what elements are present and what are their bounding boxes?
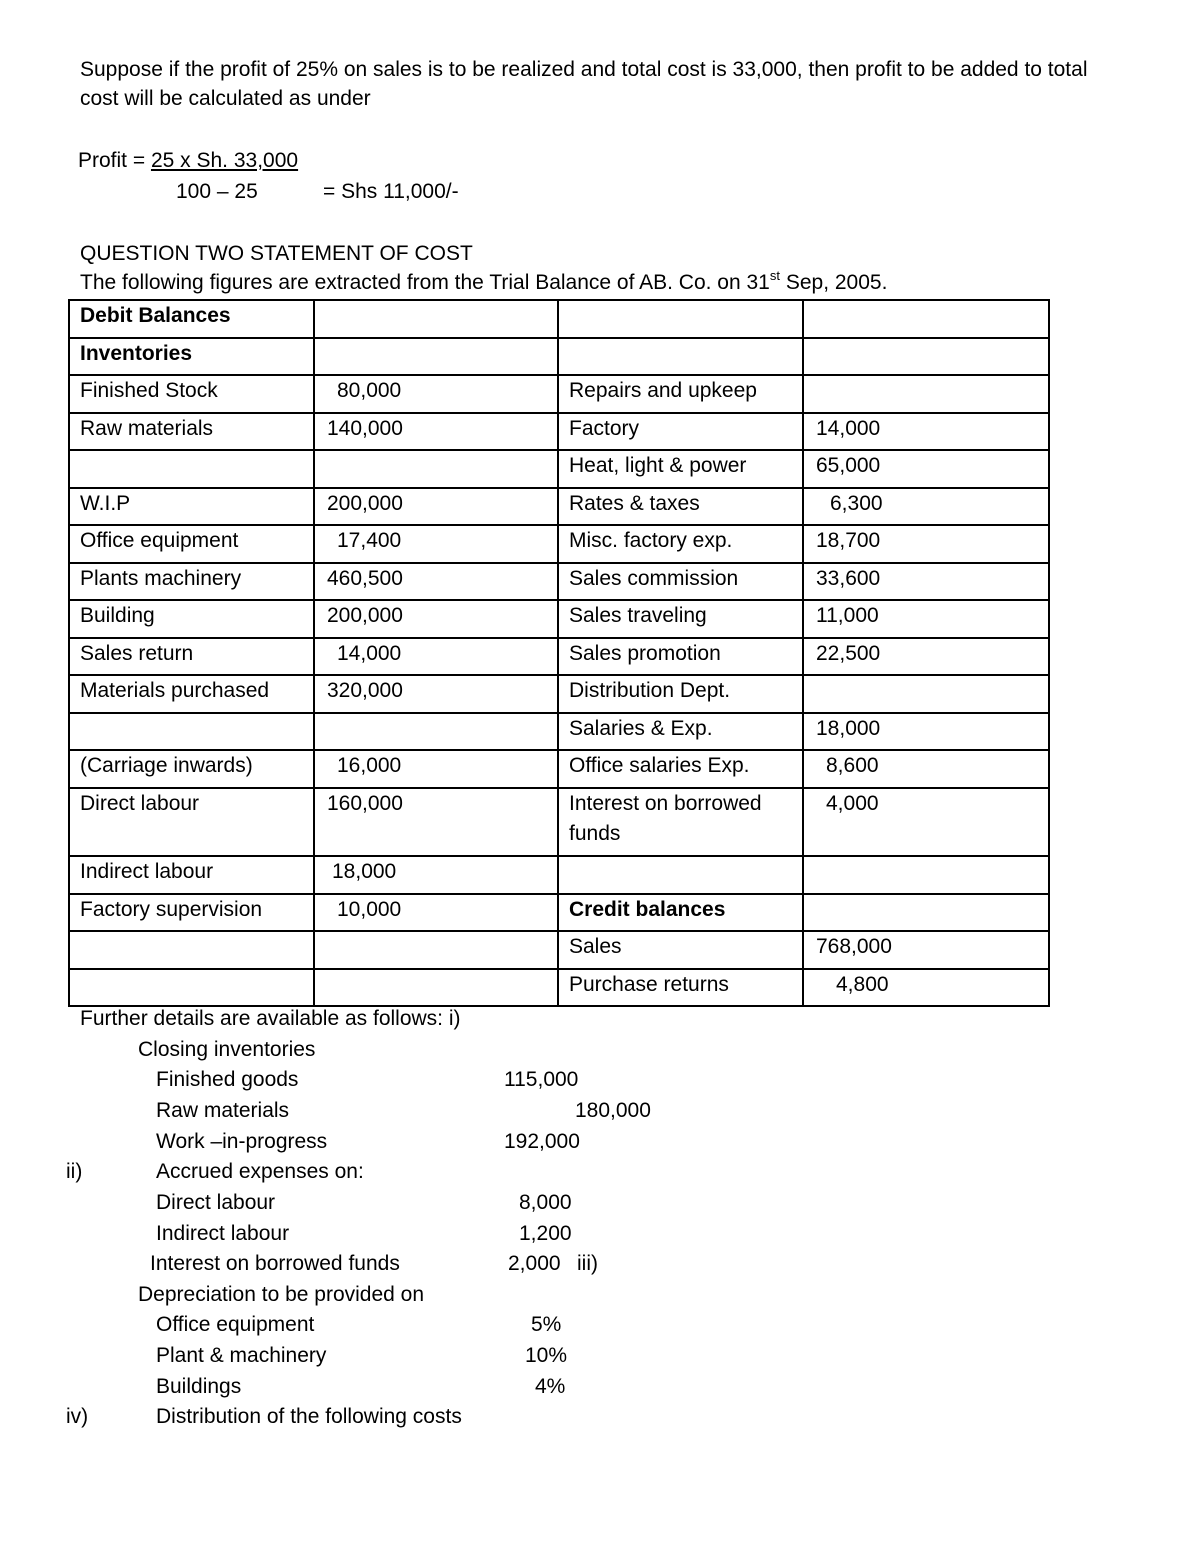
table-cell: Direct labour: [69, 788, 314, 856]
table-row: [69, 525, 1049, 563]
table-cell: (Carriage inwards): [69, 750, 314, 788]
table-cell: Materials purchased: [69, 675, 314, 713]
table-cell: Interest on borrowed funds: [558, 788, 803, 856]
table-row: [69, 675, 1049, 713]
table-cell: 4,800: [803, 969, 1049, 1006]
wip-value: 192,000: [504, 1130, 580, 1153]
table-cell: Sales traveling: [558, 600, 803, 638]
table-cell: 16,000: [314, 750, 558, 788]
table-cell: [314, 931, 558, 969]
table-cell: Finished Stock: [69, 375, 314, 413]
raw-materials-value: 180,000: [575, 1099, 651, 1122]
table-cell: 768,000: [803, 931, 1049, 969]
table-cell: Heat, light & power: [558, 450, 803, 488]
table-row: [69, 300, 1049, 338]
table-cell: Plants machinery: [69, 563, 314, 600]
profit-denominator: 100 – 25: [176, 180, 258, 203]
item-marker-iii: iii): [577, 1252, 598, 1275]
profit-formula-numerator-line: [78, 146, 298, 176]
table-cell: [314, 300, 558, 338]
table-cell: 65,000: [803, 450, 1049, 488]
table-cell: Distribution Dept.: [558, 675, 803, 713]
trial-balance-table: [68, 299, 1050, 1007]
table-cell: 8,600: [803, 750, 1049, 788]
table-cell: 10,000: [314, 894, 558, 931]
question-title: QUESTION TWO STATEMENT OF COST: [80, 242, 473, 265]
table-cell: Sales promotion: [558, 638, 803, 675]
wip-label: Work –in-progress: [156, 1130, 328, 1153]
distribution-heading: Distribution of the following costs: [156, 1405, 462, 1428]
question-intro-superscript: st: [769, 268, 780, 283]
profit-numerator: 25 x Sh. 33,000: [150, 149, 299, 172]
table-cell: [558, 856, 803, 894]
table-cell: [69, 969, 314, 1006]
buildings-label: Buildings: [156, 1375, 242, 1398]
table-cell: Purchase returns: [558, 969, 803, 1006]
buildings-value: 4%: [535, 1375, 566, 1398]
question-intro: [80, 268, 887, 298]
raw-materials-label: Raw materials: [156, 1099, 290, 1122]
office-equipment-label: Office equipment: [156, 1313, 315, 1336]
table-cell: 17,400: [314, 525, 558, 563]
table-cell: Repairs and upkeep: [558, 375, 803, 413]
table-cell: [314, 338, 558, 375]
table-cell: 33,600: [803, 563, 1049, 600]
profit-label: Profit =: [78, 149, 151, 172]
table-cell: [558, 338, 803, 375]
table-cell: 200,000: [314, 488, 558, 525]
table-cell: [803, 300, 1049, 338]
closing-inventories-heading: Closing inventories: [138, 1038, 316, 1061]
table-cell: 14,000: [314, 638, 558, 675]
question-intro-end: Sep, 2005.: [780, 271, 888, 294]
table-row: [69, 931, 1049, 969]
table-cell: Sales return: [69, 638, 314, 675]
indirect-labour-value: 1,200: [519, 1222, 572, 1245]
table-cell: 22,500: [803, 638, 1049, 675]
item-marker-iv: iv): [66, 1405, 89, 1428]
table-cell: [314, 450, 558, 488]
finished-goods-label: Finished goods: [156, 1068, 299, 1091]
indirect-labour-label: Indirect labour: [156, 1222, 290, 1245]
accrued-heading: Accrued expenses on:: [156, 1160, 364, 1183]
table-cell: [803, 894, 1049, 931]
intro-line-1: Suppose if the profit of 25% on sales is to be realized and total cost is 33,000, then profit to be added to total: [80, 58, 1088, 81]
table-cell: 6,300: [803, 488, 1049, 525]
table-cell: [803, 856, 1049, 894]
table-cell: [803, 338, 1049, 375]
table-cell: [314, 969, 558, 1006]
finished-goods-value: 115,000: [504, 1068, 579, 1091]
table-cell: [69, 450, 314, 488]
table-cell: W.I.P: [69, 488, 314, 525]
table-cell: 200,000: [314, 600, 558, 638]
table-row: [69, 600, 1049, 638]
plant-machinery-label: Plant & machinery: [156, 1344, 327, 1367]
table-cell: 140,000: [314, 413, 558, 450]
table-cell: Misc. factory exp.: [558, 525, 803, 563]
plant-machinery-value: 10%: [525, 1344, 568, 1367]
profit-result: = Shs 11,000/-: [323, 180, 459, 203]
table-cell: [558, 300, 803, 338]
item-marker-ii: ii): [66, 1160, 83, 1183]
table-cell: Salaries & Exp.: [558, 713, 803, 750]
depreciation-heading: Depreciation to be provided on: [138, 1283, 425, 1306]
table-row: [69, 563, 1049, 600]
table-cell: 18,000: [803, 713, 1049, 750]
table-cell: Office equipment: [69, 525, 314, 563]
office-equipment-value: 5%: [531, 1313, 562, 1336]
table-cell: Sales: [558, 931, 803, 969]
table-cell: Office salaries Exp.: [558, 750, 803, 788]
table-row: [69, 375, 1049, 413]
table-cell: Sales commission: [558, 563, 803, 600]
table-cell: Factory: [558, 413, 803, 450]
table-cell: [69, 713, 314, 750]
table-cell: Inventories: [69, 338, 314, 375]
table-row: [69, 750, 1049, 788]
table-cell: Credit balances: [558, 894, 803, 931]
table-row: [69, 450, 1049, 488]
table-cell: Raw materials: [69, 413, 314, 450]
table-row: [69, 894, 1049, 931]
direct-labour-label: Direct labour: [156, 1191, 276, 1214]
table-cell: 14,000: [803, 413, 1049, 450]
table-row: [69, 788, 1049, 856]
table-cell: 4,000: [803, 788, 1049, 856]
intro-line-2: cost will be calculated as under: [80, 87, 371, 110]
table-cell: 320,000: [314, 675, 558, 713]
table-cell: 80,000: [314, 375, 558, 413]
table-row: [69, 488, 1049, 525]
table-row: [69, 413, 1049, 450]
table-row: [69, 856, 1049, 894]
table-cell: Factory supervision: [69, 894, 314, 931]
table-cell: 18,700: [803, 525, 1049, 563]
table-cell: 460,500: [314, 563, 558, 600]
table-row: [69, 638, 1049, 675]
table-cell: Debit Balances: [69, 300, 314, 338]
table-cell: 11,000: [803, 600, 1049, 638]
table-cell: Building: [69, 600, 314, 638]
table-row: [69, 713, 1049, 750]
table-cell: [69, 931, 314, 969]
table-cell: 160,000: [314, 788, 558, 856]
direct-labour-value: 8,000: [519, 1191, 572, 1214]
table-row: [69, 969, 1049, 1006]
interest-label: Interest on borrowed funds: [150, 1252, 400, 1275]
interest-value: 2,000: [508, 1252, 561, 1275]
table-row: [69, 338, 1049, 375]
table-cell: [803, 375, 1049, 413]
further-heading: Further details are available as follows: i): [80, 1007, 461, 1030]
table-cell: 18,000: [314, 856, 558, 894]
table-cell: Indirect labour: [69, 856, 314, 894]
question-intro-text: The following figures are extracted from the Trial Balance of AB. Co. on 31: [80, 271, 770, 294]
table-cell: Rates & taxes: [558, 488, 803, 525]
table-cell: [314, 713, 558, 750]
table-cell: [803, 675, 1049, 713]
